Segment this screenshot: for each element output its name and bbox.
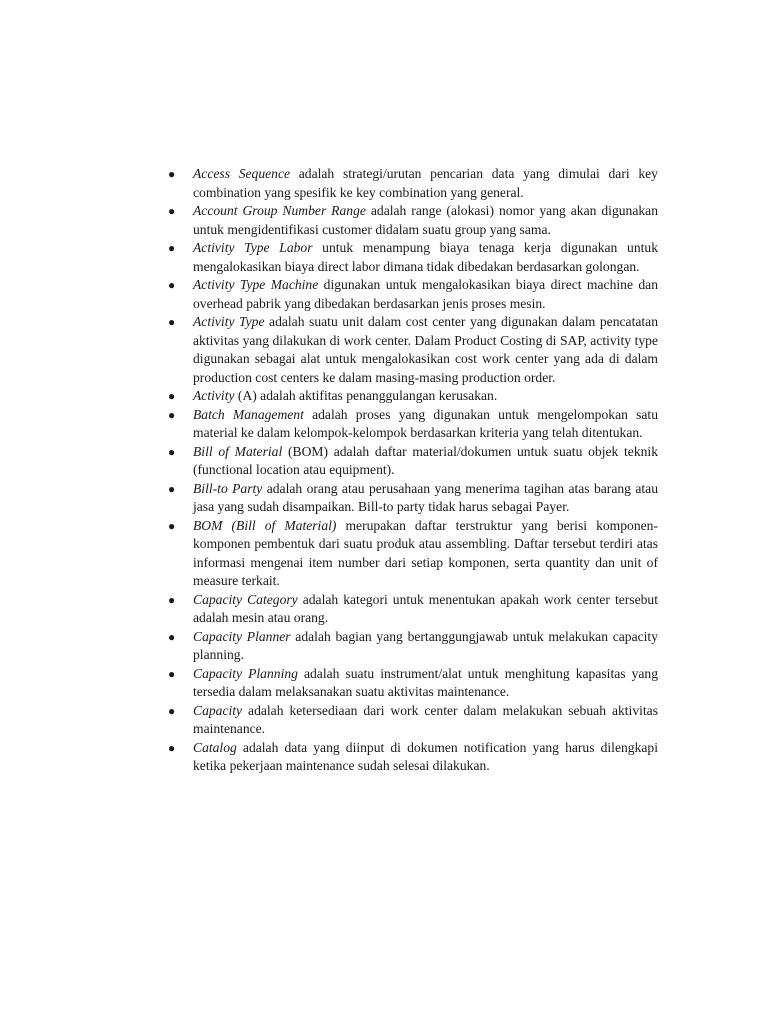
entry-definition: adalah bagian yang bertanggungjawab untuk melakukan capacity planning. [193, 628, 658, 662]
entry-term: Capacity Category [193, 591, 298, 607]
entry-definition: adalah suatu instrument/alat untuk menghitung kapasitas yang tersedia dalam melaksanakan suatu aktivitas maintenance. [193, 665, 658, 699]
bullet-icon: ● [168, 204, 176, 218]
entry-term: Activity Type [193, 314, 265, 329]
entry-term: Bill-to Party [193, 480, 263, 496]
glossary-entry [166, 628, 658, 665]
bullet-icon: ● [168, 629, 176, 644]
entry-term: Access Sequence [193, 166, 291, 181]
entry-term: Capacity Planning [193, 665, 298, 681]
glossary-entry [166, 480, 658, 517]
glossary-entry [166, 406, 658, 443]
bullet-icon: ● [168, 278, 176, 292]
glossary-entry [166, 276, 658, 313]
glossary-entry [166, 165, 658, 202]
entry-term: Account Group Number Range [193, 203, 366, 218]
bullet-icon: ● [168, 740, 176, 755]
entry-definition: adalah data yang diinput di dokumen notification yang harus dilengkapi ketika pekerjaan maintenance sudah selesai dilakukan. [193, 739, 658, 773]
glossary-entry [166, 702, 658, 739]
bullet-icon: ● [168, 481, 176, 496]
entry-term: Capacity [193, 702, 243, 718]
glossary-entry [166, 202, 658, 239]
entry-definition: adalah proses yang digunakan untuk mengelompokan satu material ke dalam kelompok-kelompok berdasarkan kriteria yang telah ditentukan. [193, 406, 659, 440]
bullet-icon: ● [168, 407, 176, 422]
entry-term: Batch Management [193, 406, 304, 422]
entry-definition: digunakan untuk mengalokasikan biaya direct machine dan overhead pabrik yang dibedakan berdasarkan jenis proses mesin. [193, 277, 658, 311]
glossary-entry [166, 739, 658, 776]
bullet-icon: ● [168, 703, 176, 718]
bullet-icon: ● [168, 592, 176, 607]
entry-definition: adalah orang atau perusahaan yang menerima tagihan atas barang atau jasa yang sudah disampaikan. Bill-to party tidak harus sebagai Payer. [193, 480, 658, 514]
entry-definition: adalah strategi/urutan pencarian data yang dimulai dari key combination yang spesifik ke key combination yang general. [193, 166, 658, 200]
entry-term: Capacity Planner [193, 628, 291, 644]
entry-term: Bill of Material [193, 443, 283, 459]
bullet-icon: ● [168, 389, 176, 403]
glossary-entry [166, 591, 658, 628]
bullet-icon: ● [168, 315, 176, 329]
entry-definition: (BOM) adalah daftar material/dokumen untuk suatu objek teknik (functional location atau equipment). [193, 443, 659, 477]
entry-term: Activity Type Labor [193, 240, 313, 255]
glossary-entry [166, 239, 658, 276]
glossary-entry [166, 517, 658, 591]
bullet-icon: ● [168, 666, 176, 681]
bullet-icon: ● [168, 167, 176, 181]
glossary-entry [166, 665, 658, 702]
entry-definition: adalah suatu unit dalam cost center yang digunakan dalam pencatatan aktivitas yang dilakukan di work center. Dalam Product Costing di SAP, activity type digunakan sebagai alat untuk mengalokasikan cost work center yang ada di dalam production cost centers ke dalam masing-masing production order. [193, 314, 658, 385]
entry-definition: adalah kategori untuk menentukan apakah work center tersebut adalah mesin atau orang. [193, 591, 658, 625]
entry-definition: untuk menampung biaya tenaga kerja digunakan untuk mengalokasikan biaya direct labor dimana tidak dibedakan berdasarkan golongan. [193, 240, 658, 274]
entry-definition: adalah ketersediaan dari work center dalam melakukan sebuah aktivitas maintenance. [193, 702, 658, 736]
entry-term: Activity Type Machine [193, 277, 319, 292]
glossary-list [166, 165, 658, 776]
bullet-icon: ● [168, 241, 176, 255]
entry-definition: adalah range (alokasi) nomor yang akan digunakan untuk mengidentifikasi customer didalam suatu group yang sama. [193, 203, 658, 237]
bullet-icon: ● [168, 518, 176, 533]
glossary-entry [166, 443, 658, 480]
glossary-entry [166, 387, 658, 406]
entry-definition: (A) adalah aktifitas penanggulangan kerusakan. [234, 388, 498, 403]
entry-term: Activity [193, 388, 235, 403]
glossary-entry [166, 313, 658, 387]
entry-definition: merupakan daftar terstruktur yang berisi komponen-komponen pembentuk dari suatu produk atau assembling. Daftar tersebut terdiri atas informasi mengenai item number dari setiap komponen, serta quantity dan unit of measure terkait. [193, 517, 658, 588]
bullet-icon: ● [168, 444, 176, 459]
entry-term: BOM (Bill of Material) [193, 517, 337, 533]
entry-term: Catalog [193, 739, 237, 755]
